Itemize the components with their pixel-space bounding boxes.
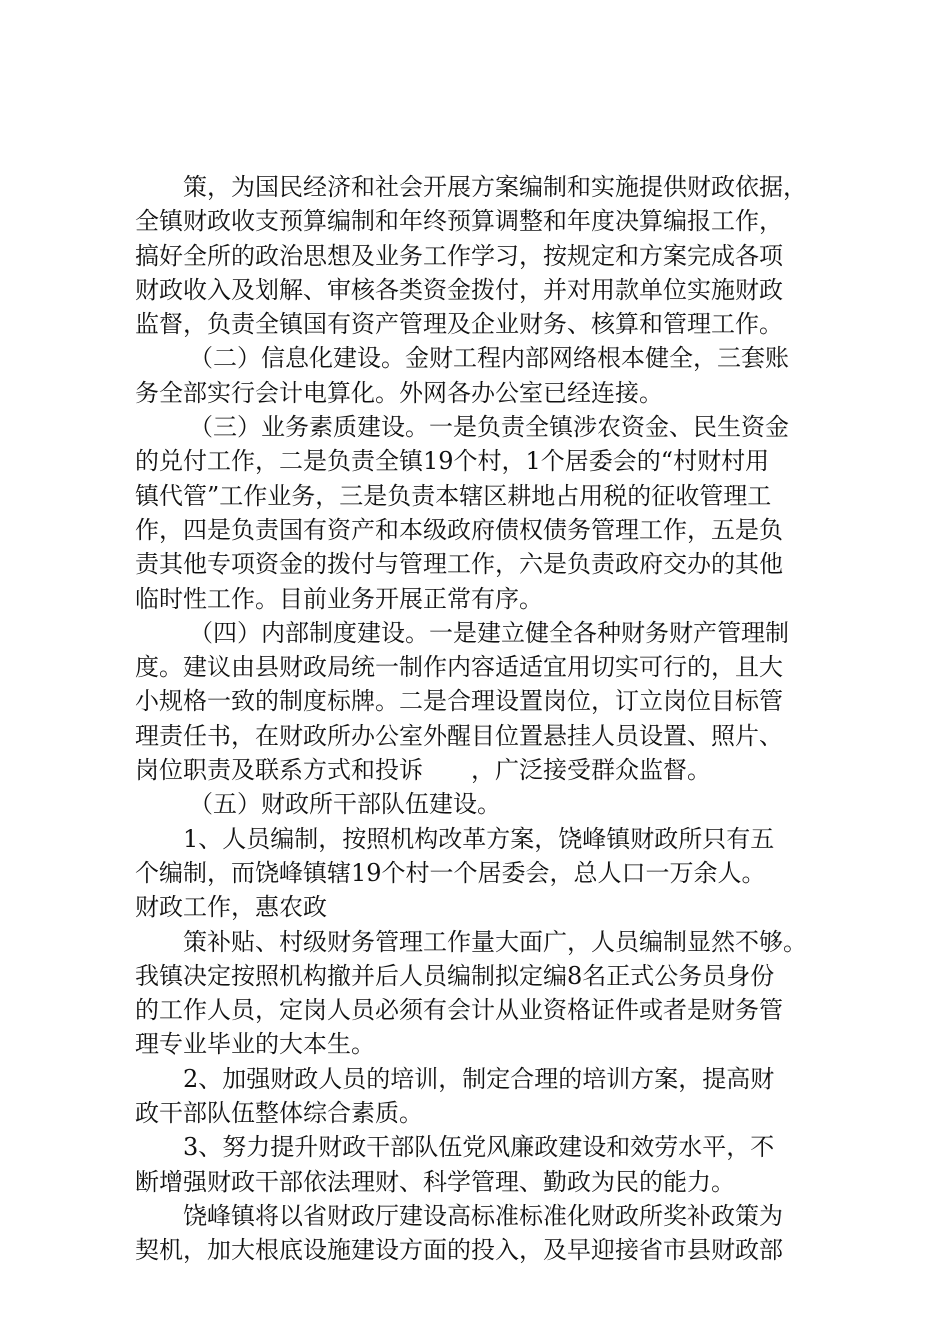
text-line: 我镇决定按照机构撤并后人员编制拟定编8名正式公务员身份 bbox=[135, 961, 775, 990]
text-line: 临时性工作。目前业务开展正常有序。 bbox=[135, 584, 543, 613]
text-line: 监督，负责全镇国有资产管理及企业财务、核算和管理工作。 bbox=[135, 310, 783, 339]
text-line: 个编制，而饶峰镇辖19个村一个居委会，总人口一万余人。 bbox=[135, 858, 766, 887]
text-line: 2、加强财政人员的培训，制定合理的培训方案，提高财 bbox=[183, 1064, 775, 1093]
text-line: （二）信息化建设。金财工程内部网络根本健全，三套账 bbox=[189, 344, 789, 373]
text-line: （四）内部制度建设。一是建立健全各种财务财产管理制 bbox=[189, 618, 789, 647]
text-line: 1、人员编制，按照机构改革方案，饶峰镇财政所只有五 bbox=[183, 824, 775, 853]
text-line: 务全部实行会计电算化。外网各办公室已经连接。 bbox=[135, 378, 663, 407]
text-line: 契机，加大根底设施建设方面的投入，及早迎接省市县财政部 bbox=[135, 1236, 783, 1265]
text-line: 策，为国民经济和社会开展方案编制和实施提供财政依据， bbox=[183, 173, 807, 201]
text-line: 岗位职责及联系方式和投诉 ，广泛接受群众监督。 bbox=[135, 756, 711, 785]
text-line: 度。建议由县财政局统一制作内容适适宜用切实可行的，且大 bbox=[135, 653, 783, 682]
text-line: 3、努力提升财政干部队伍党风廉政建设和效劳水平，不 bbox=[183, 1133, 775, 1162]
text-line: 政干部队伍整体综合素质。 bbox=[135, 1099, 423, 1128]
document-body bbox=[135, 170, 835, 1268]
text-line: 责其他专项资金的拨付与管理工作，六是负责政府交办的其他 bbox=[135, 550, 783, 579]
text-line: 搞好全所的政治思想及业务工作学习，按规定和方案完成各项 bbox=[135, 241, 783, 270]
text-line: 财政收入及划解、审核各类资金拨付，并对用款单位实施财政 bbox=[135, 275, 783, 304]
text-line: （五）财政所干部队伍建设。 bbox=[189, 790, 501, 819]
text-line: 理专业毕业的大本生。 bbox=[135, 1030, 375, 1059]
text-line: 断增强财政干部依法理财、科学管理、勤政为民的能力。 bbox=[135, 1167, 735, 1196]
text-line: 饶峰镇将以省财政厅建设高标准标准化财政所奖补政策为 bbox=[183, 1201, 783, 1230]
text-line: 的工作人员，定岗人员必须有会计从业资格证件或者是财务管 bbox=[135, 996, 783, 1025]
text-line: 全镇财政收支预算编制和年终预算调整和年度决算编报工作， bbox=[135, 207, 783, 236]
text-line: 小规格一致的制度标牌。二是合理设置岗位，订立岗位目标管 bbox=[135, 687, 783, 716]
text-line: 的兑付工作，二是负责全镇19个村，1个居委会的“村财村用 bbox=[135, 447, 770, 476]
text-line: 镇代管”工作业务，三是负责本辖区耕地占用税的征收管理工 bbox=[135, 481, 772, 510]
text-line: 策补贴、村级财务管理工作量大面广，人员编制显然不够。 bbox=[183, 927, 807, 956]
text-line: 作，四是负责国有资产和本级政府债权债务管理工作，五是负 bbox=[135, 515, 783, 544]
text-line: 财政工作，惠农政 bbox=[135, 893, 327, 922]
text-line: （三）业务素质建设。一是负责全镇涉农资金、民生资金 bbox=[189, 413, 789, 442]
text-line: 理责任书，在财政所办公室外醒目位置悬挂人员设置、照片、 bbox=[135, 721, 783, 750]
